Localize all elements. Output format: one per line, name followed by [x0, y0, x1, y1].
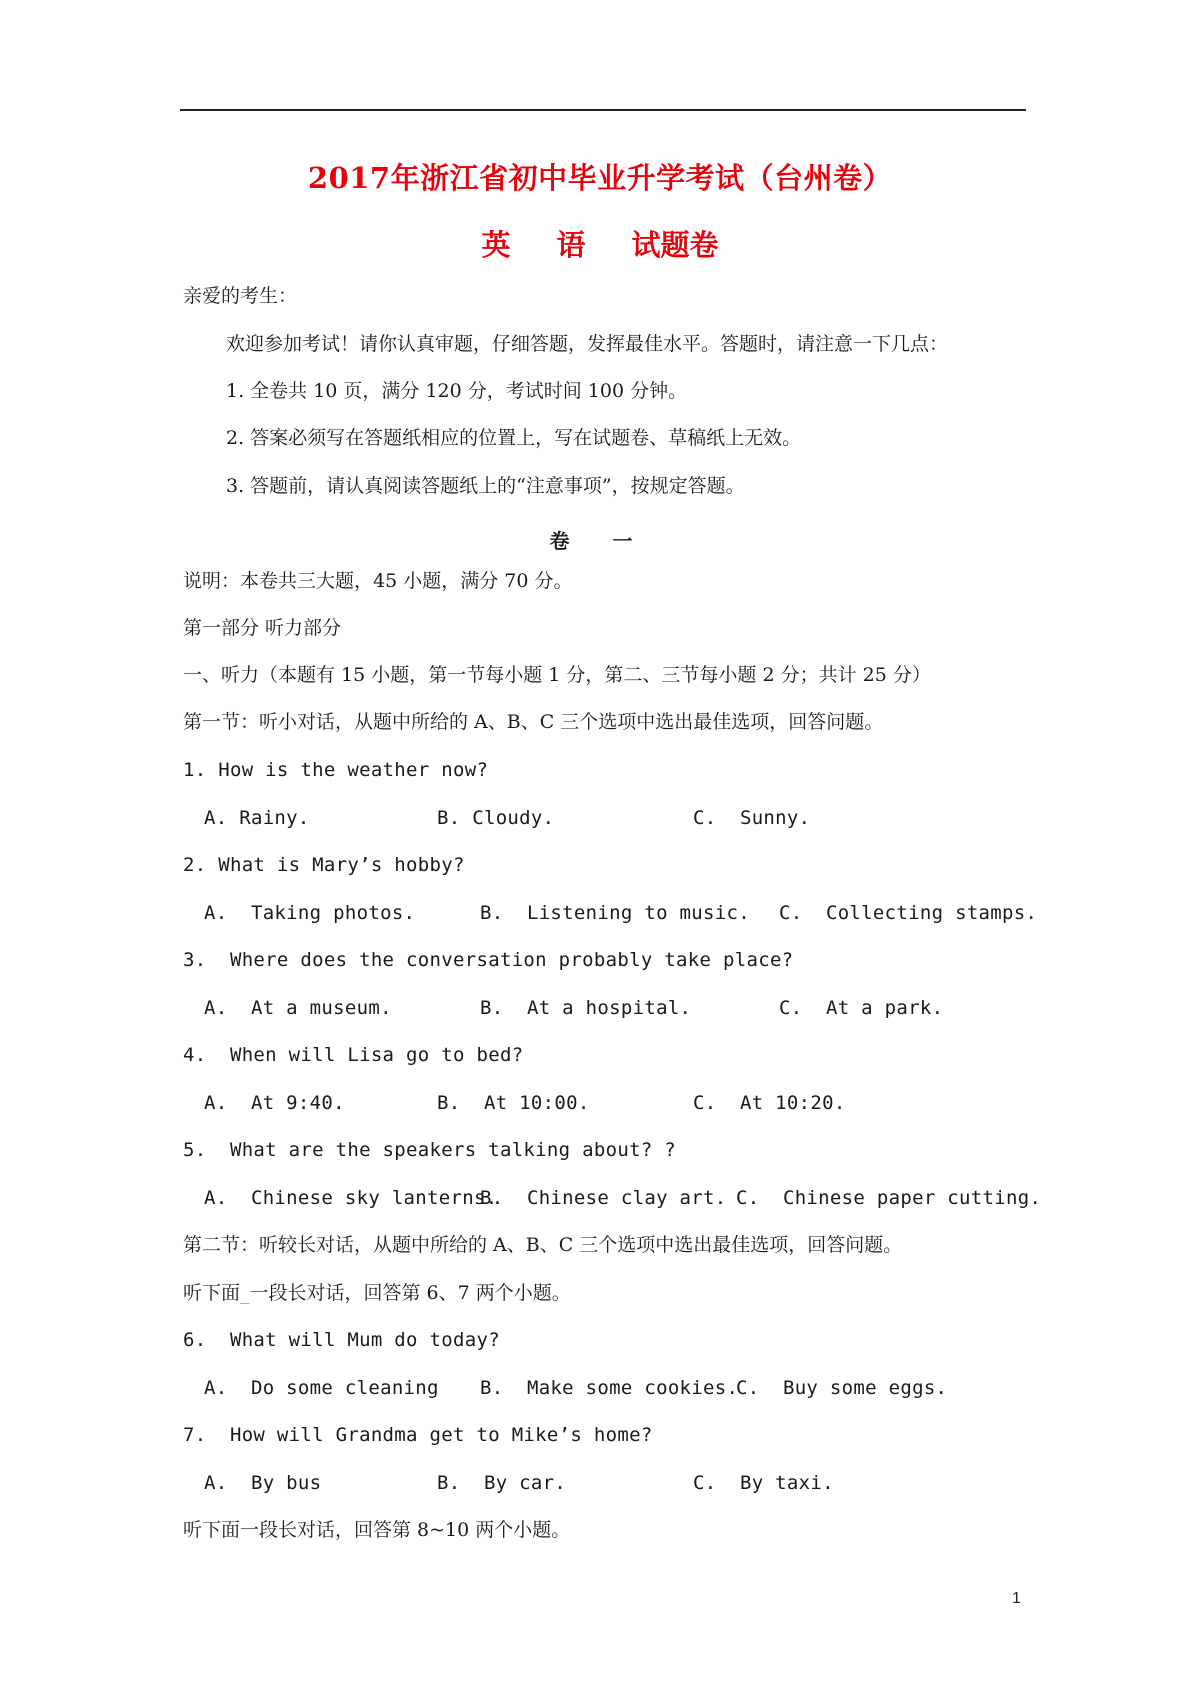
note-3: 3. 答题前，请认真阅读答题纸上的“注意事项”，按规定答题。 [226, 475, 745, 497]
q1-option-c: C. Sunny. [693, 807, 811, 829]
question-6: 6. What will Mum do today? [183, 1329, 500, 1351]
question-4: 4. When will Lisa go to bed? [183, 1044, 524, 1066]
q3-option-a: A. At a museum. [204, 997, 392, 1019]
subsection-1-instructions: 第一节：听小对话，从题中所给的 A、B、C 三个选项中选出最佳选项，回答问题。 [183, 711, 884, 733]
question-1: 1. How is the weather now? [183, 759, 489, 781]
exam-title: 2017年浙江省初中毕业升学考试（台州卷） [307, 161, 893, 195]
part-title: 第一部分 听力部分 [183, 617, 342, 639]
question-2: 2. What is Mary’s hobby? [183, 854, 465, 876]
q7-option-a: A. By bus [204, 1472, 322, 1494]
question-5: 5. What are the speakers talking about? ? [183, 1139, 677, 1161]
subtitle-part-2: 语 [556, 228, 586, 262]
q5-option-c: C. Chinese paper cutting. [736, 1187, 1042, 1209]
q5-option-a: A. Chinese sky lanterns. [204, 1187, 498, 1209]
subtitle-part-1: 英 [481, 228, 511, 262]
q4-option-a: A. At 9:40. [204, 1092, 345, 1114]
dialog-intro-1-prefix: 听下面 [183, 1282, 241, 1304]
section-heading: 卷 一 [549, 529, 651, 553]
dialog-intro-2: 听下面一段长对话，回答第 8~10 两个小题。 [183, 1519, 571, 1541]
q4-option-b: B. At 10:00. [437, 1092, 590, 1114]
q6-option-c: C. Buy some eggs. [736, 1377, 948, 1399]
q5-option-b: B. Chinese clay art. [480, 1187, 727, 1209]
top-divider [180, 109, 1026, 111]
q7-option-b: B. By car. [437, 1472, 567, 1494]
exam-subtitle [0, 223, 1200, 264]
q3-option-b: B. At a hospital. [480, 997, 692, 1019]
question-3: 3. Where does the conversation probably take place? [183, 949, 794, 971]
dialog-intro-1-suffix: 一段长对话，回答第 6、7 两个小题。 [249, 1282, 571, 1304]
q3-option-c: C. At a park. [779, 997, 944, 1019]
greeting: 亲爱的考生： [183, 285, 298, 307]
q2-option-b: B. Listening to music. [480, 902, 750, 924]
q6-option-a: A. Do some cleaning [204, 1377, 439, 1399]
q4-option-c: C. At 10:20. [693, 1092, 846, 1114]
subsection-2-instructions: 第二节：听较长对话，从题中所给的 A、B、C 三个选项中选出最佳选项，回答问题。 [183, 1234, 903, 1256]
note-1: 1. 全卷共 10 页，满分 120 分，考试时间 100 分钟。 [226, 380, 688, 402]
q7-option-c: C. By taxi. [693, 1472, 834, 1494]
section-description: 说明：本卷共三大题，45 小题，满分 70 分。 [183, 570, 573, 592]
dialog-intro-1 [183, 1284, 571, 1303]
q2-option-a: A. Taking photos. [204, 902, 416, 924]
subtitle-part-3: 试题卷 [631, 228, 719, 262]
q1-option-b: B. Cloudy. [437, 807, 555, 829]
page-number: 1 [1012, 1590, 1021, 1607]
question-7: 7. How will Grandma get to Mike’s home? [183, 1424, 653, 1446]
welcome-text: 欢迎参加考试！请你认真审题，仔细答题，发挥最佳水平。答题时，请注意一下几点： [226, 333, 949, 355]
listening-title: 一、听力（本题有 15 小题，第一节每小题 1 分，第二、三节每小题 2 分；共计 25 分） [183, 664, 931, 686]
note-2: 2. 答案必须写在答题纸相应的位置上，写在试题卷、草稿纸上无效。 [226, 427, 802, 449]
q1-option-a: A. Rainy. [204, 807, 310, 829]
q6-option-b: B. Make some cookies. [480, 1377, 739, 1399]
q2-option-c: C. Collecting stamps. [779, 902, 1038, 924]
edit-mark: _ [240, 1282, 250, 1304]
